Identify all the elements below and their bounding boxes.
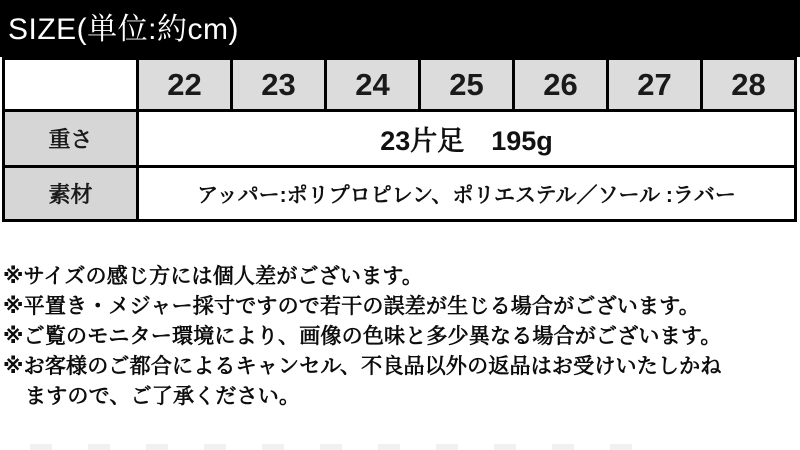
material-row [4, 167, 796, 221]
size-header-row [4, 59, 796, 111]
weight-row-value: 23片足 195g [138, 111, 796, 167]
note-monitor-color: ※ご覧のモニター環境により、画像の色味と多少異なる場合がございます。 [3, 325, 722, 348]
size-col-25: 25 [420, 59, 514, 111]
note-return-policy-line1: ※お客様のご都合によるキャンセル、不良品以外の返品はお受けいたしかね [3, 355, 722, 378]
size-section-title: SIZE(単位:約cm) [0, 0, 800, 57]
size-col-22: 22 [138, 59, 232, 111]
cropped-next-line-hint [30, 444, 650, 450]
note-size-perception: ※サイズの感じ方には個人差がございます。 [3, 265, 424, 288]
material-row-value: アッパー:ポリプロピレン、ポリエステル／ソール :ラバー [138, 167, 796, 221]
corner-cell [4, 59, 138, 111]
size-col-23: 23 [232, 59, 326, 111]
weight-row [4, 111, 796, 167]
disclaimer-notes [3, 262, 798, 412]
size-spec-table [2, 57, 797, 222]
size-col-24: 24 [326, 59, 420, 111]
size-col-28: 28 [702, 59, 796, 111]
size-col-27: 27 [608, 59, 702, 111]
material-row-label: 素材 [4, 167, 138, 221]
note-return-policy-line2: ますので、ご了承ください。 [25, 385, 301, 408]
weight-row-label: 重さ [4, 111, 138, 167]
note-measurement-error: ※平置き・メジャー採寸ですので若干の誤差が生じる場合がございます。 [3, 295, 700, 318]
size-col-26: 26 [514, 59, 608, 111]
